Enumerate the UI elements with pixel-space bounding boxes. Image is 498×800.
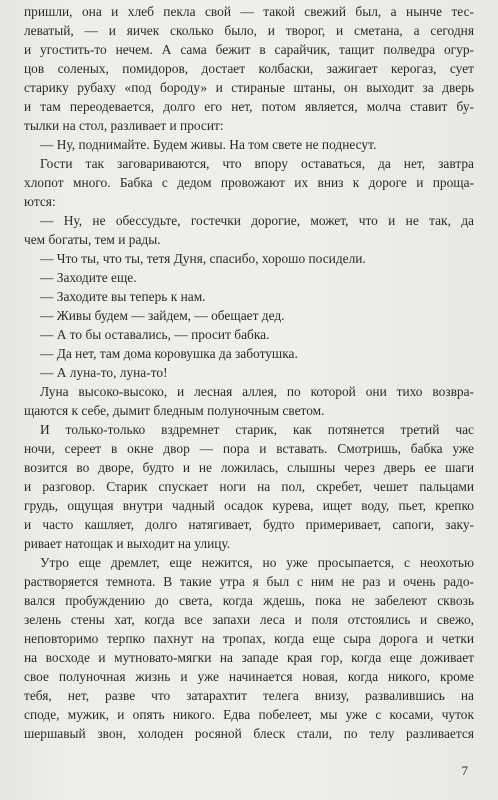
text-line: свое полуночная жизнь и уже начинается новая, когда никого, кроме [24,669,474,684]
text-line: зелень стены хат, когда все запахи леса и поля отстоялись и свежо, [24,612,474,627]
text-line: чем богаты, тем и рады. [24,232,161,247]
text-line: — Заходите еще. [40,270,137,285]
text-line: ривает натощак и выходит на улицу. [24,536,231,551]
text-line: растворяется темнота. В такие утра я был с ним не раз и очень радо- [24,574,474,589]
page-body-text [24,2,474,743]
text-line: тылки на стол, разливает и просит: [24,118,224,133]
text-line: — А луна-то, луна-то! [40,365,168,380]
text-line: и угостить-то нечем. А сама бежит в сарайчик, тащит полведра огур- [24,42,474,57]
text-line: цов соленых, помидоров, достает колбаски, зажигает керогаз, сует [24,61,474,76]
text-line: и часто кашляет, долго натягивает, будто примеривает, сапоги, заку- [24,517,474,532]
text-line: грудь, ощущая внутри чадный осадок курева, ищет воду, пьет, крепко [24,498,474,513]
text-line: И только-только вздремнет старик, как потянется третий час [40,422,474,437]
text-line: вался пробуждению до света, когда ждешь, пока не забелеют сквозь [24,593,474,608]
text-line: ются: [24,194,56,209]
text-line: возится во дворе, будто и не ложилась, слышны через дверь ее шаги [24,460,474,475]
text-line: Утро еще дремлет, еще нежится, но уже просыпается, с неохотью [40,555,474,570]
text-line: — Да нет, там дома коровушка да заботушка. [40,346,298,361]
text-line: сподe, мужик, и опять никого. Едва побелеет, мы уже с косами, чуток [24,707,474,722]
text-line: — Заходите вы теперь к нам. [40,289,206,304]
text-line: — Ну, не обессудьте, гостечки дорогие, может, что и не так, да [40,213,474,228]
text-line: на восходе и мутновато-мягки на западе края гор, когда еще доживает [24,650,474,665]
text-line: леватый, — и яичек сколько было, и творог, и сметана, а сегодня [24,23,474,38]
text-line: и там переодевается, долго его нет, потом является, молча ставит бу- [24,99,474,114]
text-line: — А то бы оставались, — просит бабка. [40,327,270,342]
text-line: щаются к себе, дымит бледным полуночным светом. [24,403,325,418]
text-line: тебя, нет, разве что затарахтит телега внизу, развалившись на [24,688,474,703]
text-line: старику рубаху «под бороду» и стираные штаны, он выходит за дверь [24,80,474,95]
text-line: — Живы будем — зайдем, — обещает дед. [40,308,285,323]
text-line: — Что ты, что ты, тетя Дуня, спасибо, хорошо посидели. [40,251,366,266]
text-line: хлопот много. Бабка с дедом провожают их вниз к дороге и проща- [24,175,474,190]
text-line: Гости так заговариваются, что впору оставаться, да нет, завтра [40,156,474,171]
text-line: — Ну, поднимайте. Будем живы. На том свете не поднесут. [40,137,377,152]
text-line: ночи, сереет в окне двор — пора и вставать. Смотришь, бабка уже [24,441,474,456]
text-line: шершавый звон, холоден росяной блеск стали, по телу разливается [24,726,474,741]
text-line: Луна высоко-высоко, и лесная аллея, по которой они тихо возвра- [40,384,474,399]
text-line: и разговор. Старик спускает ноги на пол, скребет, чешет пальцами [24,479,474,494]
text-line: неповторимо терпко пахнут на тропах, когда еще сыра дорога и четки [24,631,474,646]
text-line: пришли, она и хлеб пекла свой — такой свежий был, а нынче тес- [24,4,474,19]
page-number: 7 [461,763,468,778]
